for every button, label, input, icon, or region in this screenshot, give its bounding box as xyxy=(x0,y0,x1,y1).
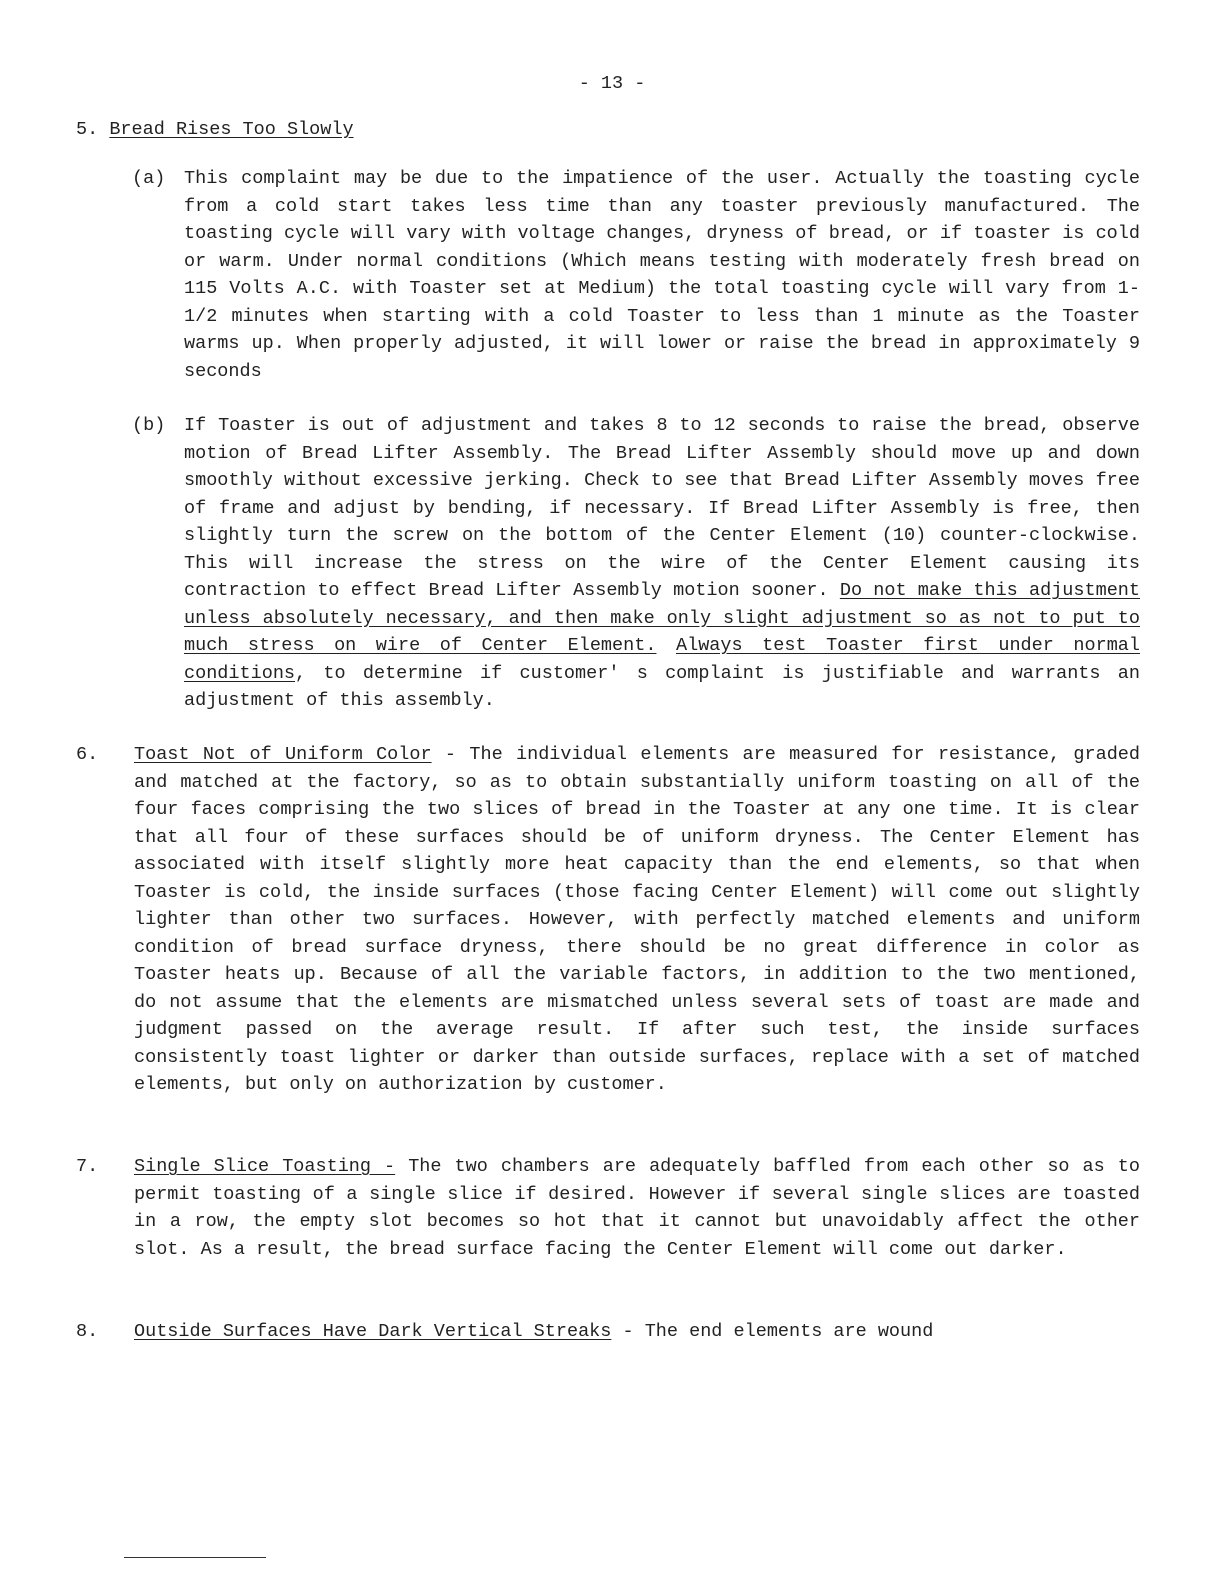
subsection-b-text xyxy=(184,412,1140,715)
section-5-heading xyxy=(76,116,354,144)
subsection-a xyxy=(132,165,1140,385)
subsection-a-marker: (a) xyxy=(132,168,166,189)
subsection-b xyxy=(132,412,1140,715)
subsection-b-text-end: , to determine if customer' s complaint is justifiable and warrants an adjustment of this assembly. xyxy=(184,662,1140,711)
section-5-number: 5. xyxy=(76,119,99,140)
subsection-a-text: This complaint may be due to the impatience of the user. Actually the toasting cycle from a cold start takes less time than any toaster previously manufactured. The toasting cycle will vary with voltage changes, dryness of bread, or if toaster is cold or warm. Under normal conditions (Which means testing with moderately fresh bread on 115 Volts A.C. with Toaster set at Medium) the total toasting cycle will vary from 1-1/2 minutes when starting with a cold Toaster to less than 1 minute as the Toaster warms up. When properly adjusted, it will lower or raise the bread in approximately 9 seconds xyxy=(184,168,1140,382)
item-6-title: Toast Not of Uniform Color xyxy=(134,744,432,765)
item-6 xyxy=(76,741,1140,1099)
item-8 xyxy=(76,1318,1140,1346)
section-5-title: Bread Rises Too Slowly xyxy=(109,119,354,140)
item-6-text: - The individual elements are measured for resistance, graded and matched at the factory, so as to obtain substantially uniform toasting on all of the four faces comprising the two slices of bread in the Toaster at any one time. It is clear that all four of these surfaces should be of uniform dryness. The Center Element has associated with itself slightly more heat capacity than the end elements, so that when Toaster is cold, the inside surfaces (those facing Center Element) will come out slightly lighter than other two surfaces. However, with perfectly matched elements and uniform condition of bread surface dryness, there should be no great difference in color as Toaster heats up. Because of all the variable factors, in addition to the two mentioned, do not assume that the elements are mismatched unless several sets of toast are made and judgment passed on the average result. If after such test, the inside surfaces consistently toast lighter or darker than outside surfaces, replace with a set of matched elements, but only on authorization by customer. xyxy=(134,744,1141,1095)
item-7-number: 7. xyxy=(76,1156,99,1177)
item-8-title: Outside Surfaces Have Dark Vertical Streaks xyxy=(134,1321,612,1342)
subsection-b-text-main: If Toaster is out of adjustment and takes 8 to 12 seconds to raise the bread, observe motion of Bread Lifter Assembly. The Bread Lifter Assembly should move up and down smoothly without excessive jerking. Check to see that Bread Lifter Assembly moves free of frame and adjust by bending, if necessary. If Bread Lifter Assembly is free, then slightly turn the screw on the bottom of the Center Element (10) counter-clockwise. This will increase the stress on the wire of the Center Element causing its contraction to effect Bread Lifter Assembly motion sooner. xyxy=(184,415,1140,601)
item-7-text: The two chambers are adequately baffled from each other so as to permit toasting of a single slice if desired. However if several single slices are toasted in a row, the empty slot becomes so hot that it cannot but unavoidably affect the other slot. As a result, the bread surface facing the Center Element will come out darker. xyxy=(134,1156,1140,1260)
footnote-separator xyxy=(124,1557,266,1558)
subsection-b-marker: (b) xyxy=(132,415,166,436)
page-number: - 13 - xyxy=(578,73,646,94)
item-8-text: - The end elements are wound xyxy=(611,1321,934,1342)
item-7 xyxy=(76,1153,1140,1263)
item-7-title: Single Slice Toasting - xyxy=(134,1156,396,1177)
subsection-b-warning-adjustment: Do not make this adjustment unless absolutely necessary, and then make only slight adjustment so as not to put to much stress on wire of Center Element. xyxy=(184,580,1141,656)
item-6-number: 6. xyxy=(76,744,99,765)
item-8-number: 8. xyxy=(76,1321,99,1342)
subsection-b-warning-test: Always test Toaster first under normal conditions xyxy=(184,635,1140,684)
